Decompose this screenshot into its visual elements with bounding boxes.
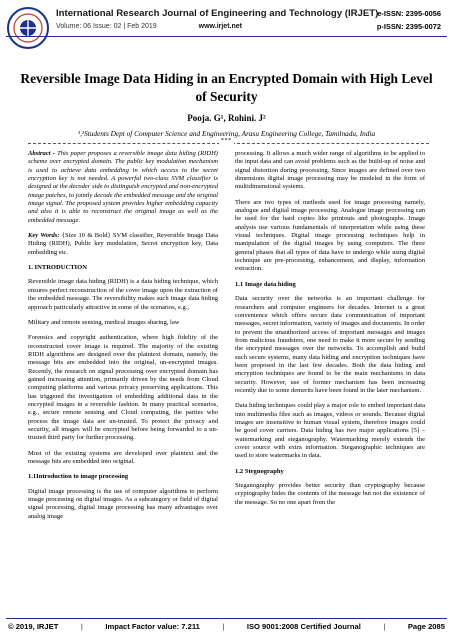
- pissn: p-ISSN: 2395-0072: [376, 22, 441, 31]
- left-column: [28, 150, 218, 528]
- footer-iso: ISO 9001:2008 Certified Journal: [246, 622, 361, 631]
- keywords: [28, 232, 218, 257]
- keywords-label: Key Words:: [28, 232, 60, 240]
- paragraph: Reversible image data hiding (RIDH) is a data hiding technique, which ensures perfect reconstruction of the cover image upon the extraction of the embedded message. The reversibility makes such image data hiding approach particularly attractive in some of the scenarios, e.g.,: [28, 278, 218, 311]
- paragraph: Most of the existing systems are developed over plaintext and the message bits are embedded into original.: [28, 449, 218, 465]
- footer-impact-factor: Impact Factor value: 7.211: [105, 622, 200, 631]
- footer-page-number: Page 2085: [407, 622, 445, 631]
- right-column: [235, 150, 425, 514]
- paragraph: Digital image processing is the use of computer algorithms to perform image processing on digital images. As a subcategory or field of digital signal processing, digital image processing has many advantages over analog image: [28, 487, 218, 520]
- paragraph: processing. It allows a much wider range of algorithms to be applied to the input data and can avoid problems such as the build-up of noise and signal distortion during processing. Since images are defined over two dimensions digital image processing may be modeled in the form of multidimensional systems.: [235, 150, 425, 191]
- footer-divider: |: [80, 622, 83, 631]
- subsection-heading-image-processing: 1.1Introduction to image processing: [28, 473, 129, 481]
- paragraph: Data security over the networks is an important challenge for researchers and computer engineers for decades. Internet is a great convenience which offers secure data communication of important messages, secret information, variety of images and documents. In order to prevent the unauthorized access of important messages and images from malicious fraudsters, one need to make it more secure by sending the encrypted messages over the networks. To accomplish and build such secure systems, many data hiding and encryption techniques have been proposed in the last few decades. Both the data hiding and encryption techniques are found to be the main mechanisms in data security. However, use of former mechanism has been increasing recently due to some demerits have been found in the later mechanism.: [235, 295, 425, 394]
- subsection-heading-stegnography: 1.2 Stegnography: [235, 467, 284, 475]
- volume-issue: Volume: 06 Issue: 02 | Feb 2019: [56, 23, 157, 30]
- footer-divider: |: [383, 622, 386, 631]
- keywords-text: {Size 10 & Bold} SVM classifier, Reversible Image Data Hiding (RIDH), Public key modulation, Secret encryption key, Data embedding etc.: [28, 232, 218, 256]
- eissn: e-ISSN: 2395-0056: [377, 9, 441, 18]
- abstract-label: Abstract -: [28, 150, 55, 157]
- journal-website: www.irjet.net: [198, 23, 242, 30]
- paragraph: There are two types of methods used for image processing namely, analogue and digital image processing. Analogue image processing can be used for the hard copies like printouts and photographs. Image analysts use various fundamentals of interpretation while using these visual techniques. Digital image processing techniques help in manipulation of the digital images by using computers. The three general phases that all types of data have to undergo while using digital technique are pre-processing, enhancement, and display, information extraction.: [235, 198, 425, 273]
- journal-name: International Research Journal of Engineering and Technology (IRJET): [56, 8, 379, 19]
- footer-divider: |: [222, 622, 225, 631]
- footer-rule: [6, 618, 447, 619]
- volume-line: [56, 23, 242, 30]
- footer-copyright: © 2019, IRJET: [8, 622, 59, 631]
- irjet-logo-icon: [6, 6, 50, 50]
- paragraph: Military and remote sensing, medical images sharing, law: [28, 318, 180, 326]
- paragraph: Forensics and copyright authentication, where high fidelity of the reconstructed cover image is required. The majority of the existing RIDH algorithms are designed over the plaintext domain, namely, the message bits are embedded into the original, un-encrypted images. Recently, the research on signal processing over encrypted domain has gained increasing attention, primarily driven by the needs from Cloud computing platforms and various privacy preserving applications. This has triggered the investigation of embedding additional data in the encrypted images in a reversible fashion. In many practical scenarios, e.g., secure remote sensing and Cloud computing, the parties who process the image data are un-trusted. To protect the privacy and security, all images will be encrypted before being forwarded to a un-trusted third party for further processing.: [28, 334, 218, 442]
- journal-header: [0, 0, 453, 56]
- separator-stars: ***: [221, 138, 232, 144]
- subsection-heading-data-hiding: 1.1 Image data hiding: [235, 280, 296, 288]
- header-rule: [6, 36, 447, 37]
- paper-affiliation: ¹,²Students Dept of Computer Science and Engineering, Arasu Engineering College, Tamilnadu, India: [77, 129, 376, 138]
- abstract-text: This paper proposes a reversible image data hiding (RIDH) scheme over encrypted domain. The public key modulation mechanism is used to achieve data embedding in which access to the secret encryption key is not needed. A powerful two-class SVM classifier is designed at the decoder side to distinguish encrypted and non-encrypted image patches, to jointly decode the embedded message and the original image signal. The proposed system provides higher embedding capacity and also it is able to reconstruct the original image as well as the embedded message.: [28, 150, 218, 224]
- section-heading-introduction: 1. INTRODUCTION: [28, 264, 87, 272]
- page-footer: [8, 622, 445, 636]
- abstract: [28, 150, 218, 225]
- paragraph: Data hiding techniques could play a major role to embed important data into multimedia files such as images, videos or sounds. Because digital images are insensitive to human visual system, therefore images could be good cover carriers. Data hiding has two major applications [5] – watermarking and steganography. Watermarking merely extends the cover source with extra information. Steganographic techniques are used to store watermarks in data.: [235, 402, 425, 460]
- paragraph: Steganography provides better security than cryptography because cryptography hides the contents of the message but not the existence of the message. So no one apart from the: [235, 482, 425, 506]
- paper-title: Reversible Image Data Hiding in an Encrypted Domain with High Level of Security: [20, 71, 433, 104]
- paper-authors: Pooja. G¹, Rohini. J²: [187, 113, 266, 123]
